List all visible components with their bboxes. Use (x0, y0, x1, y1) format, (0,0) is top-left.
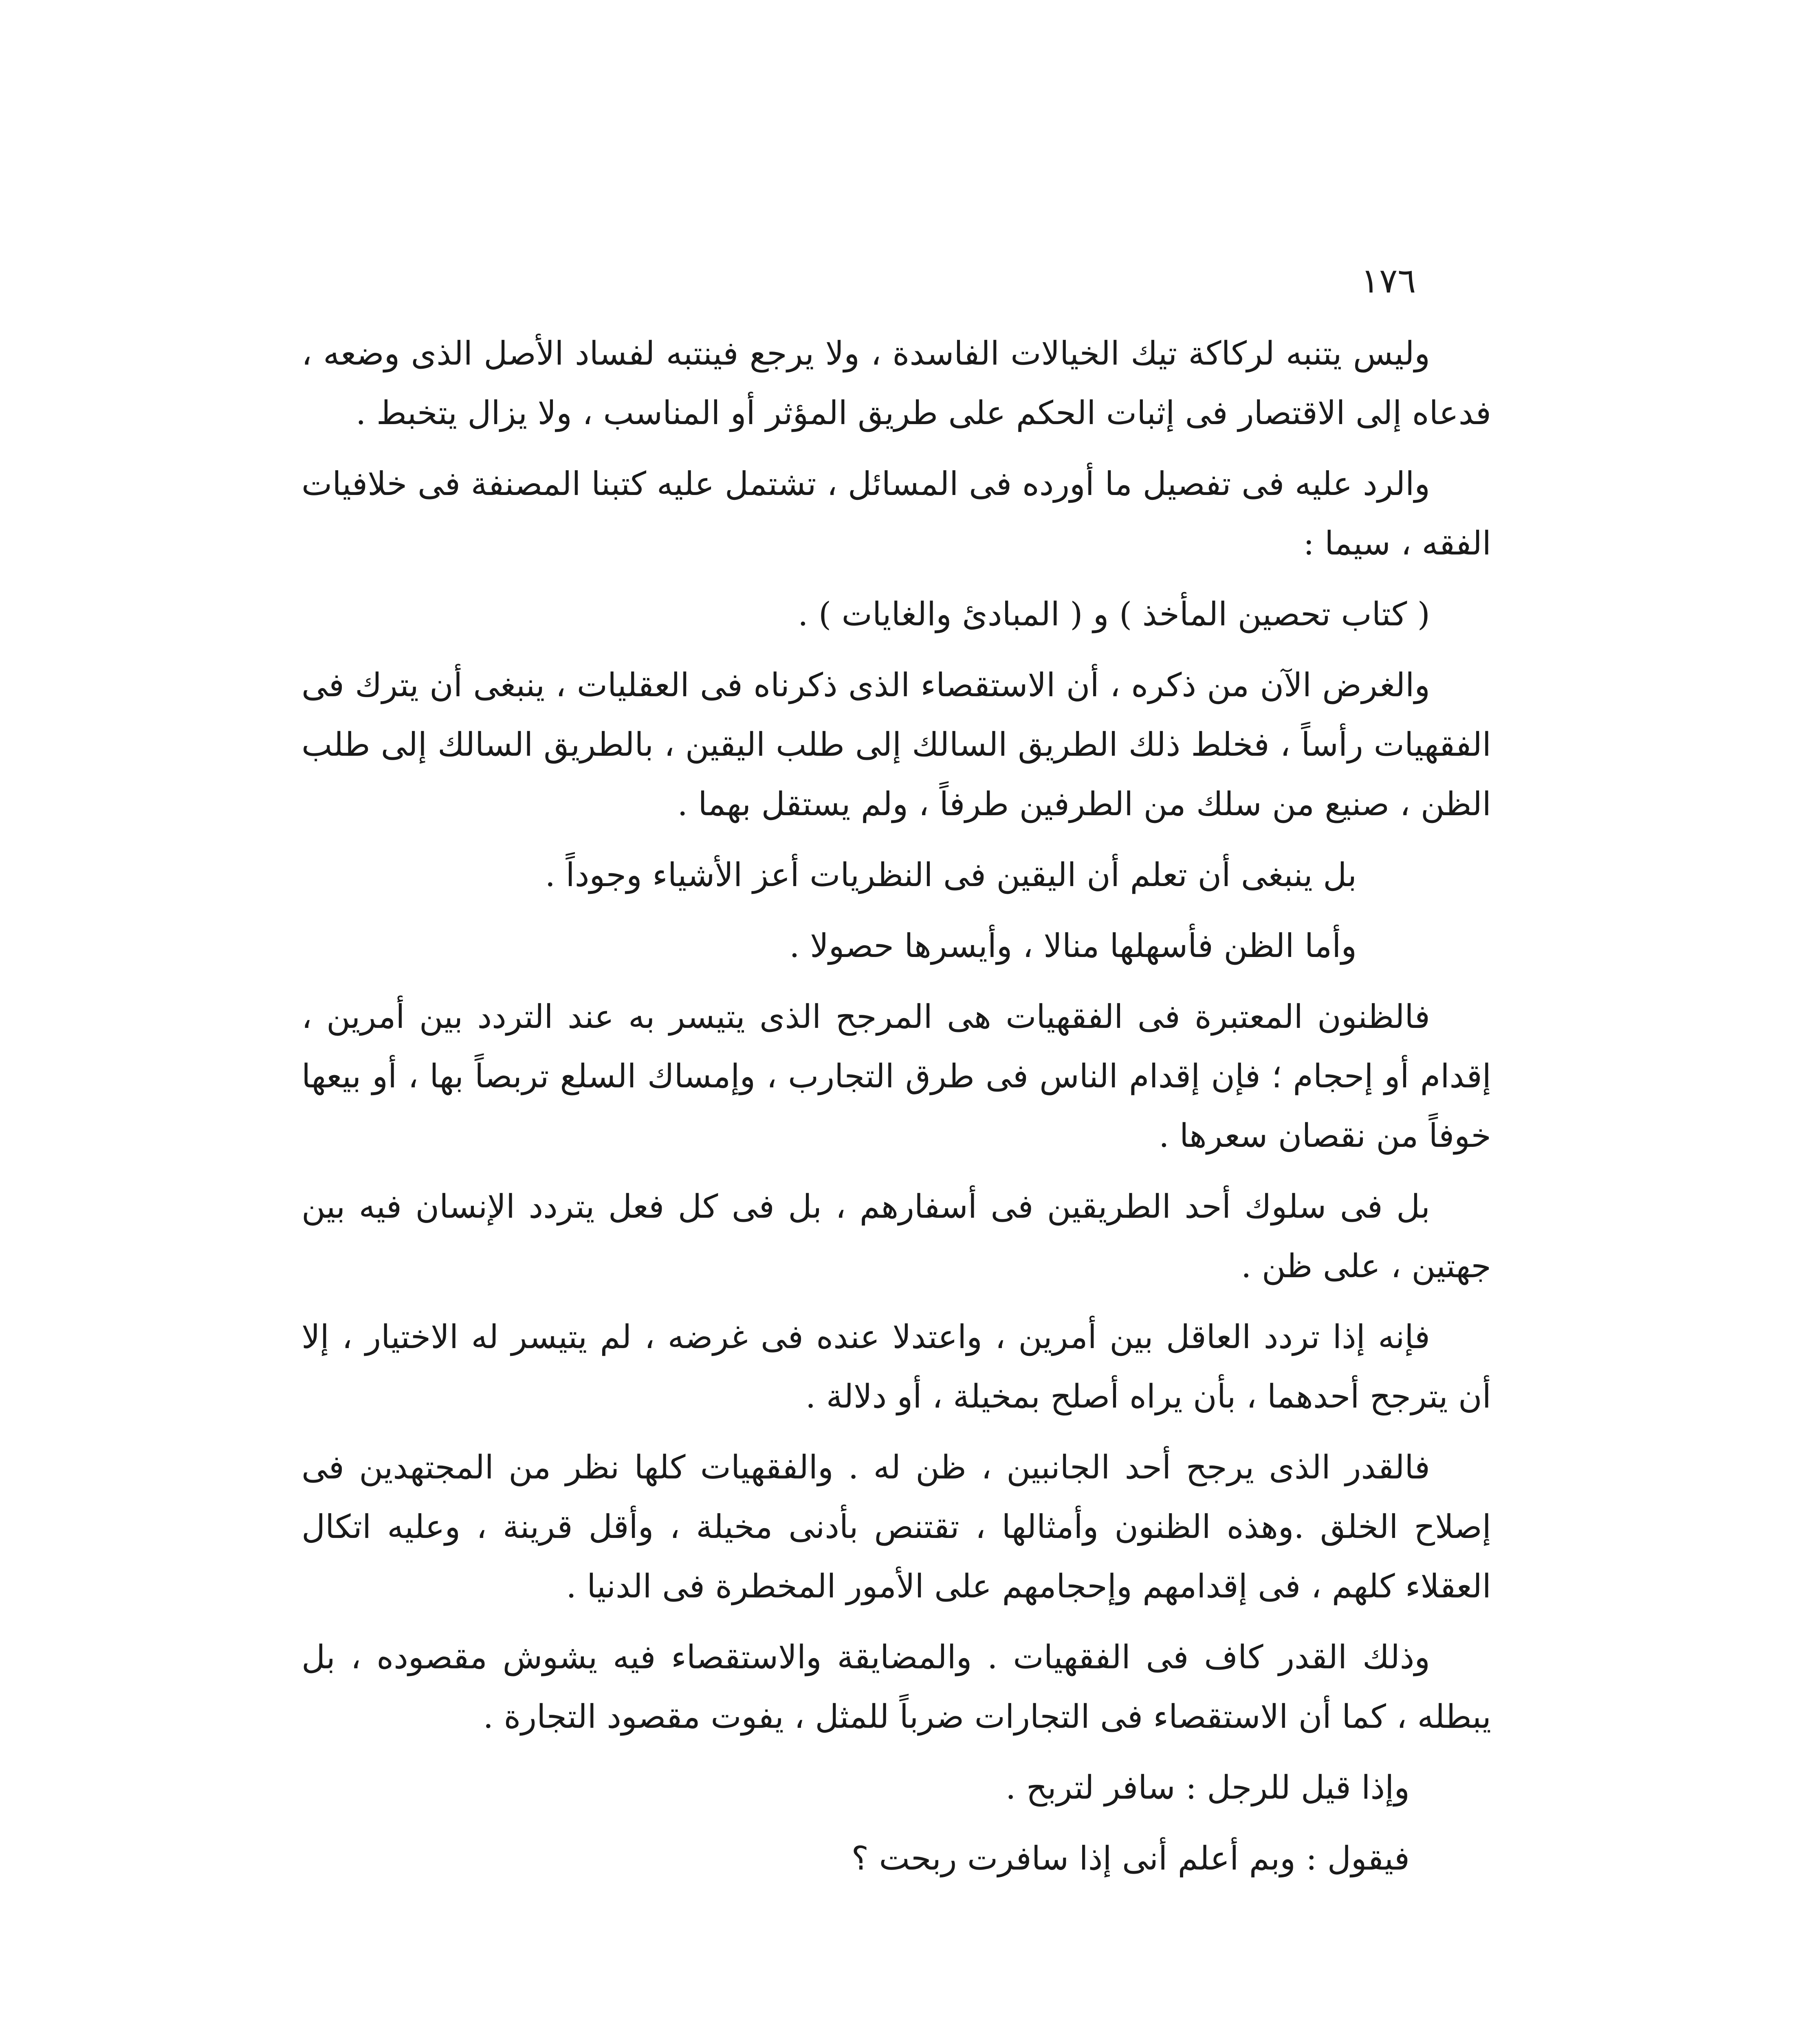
paragraph: وإذا قيل للرجل : سافر لتربح . (1005, 1769, 1410, 1806)
page-number: ١٧٦ (1361, 261, 1416, 301)
paragraph: والغرض الآن من ذكره ، أن الاستقصاء الذى ذكرناه فى العقليات ، ينبغى أن يترك فى الفقهيات رأساً ، فخلط ذلك الطريق السالك إلى طلب اليقين ، بالطريق السالك إلى طلب الظن ، صنيع من سلك من الطرفين طرفاً ، ولم يستقل بهما . (301, 666, 1491, 823)
paragraph: والرد عليه فى تفصيل ما أورده فى المسائل ، تشتمل عليه كتبنا المصنفة فى خلافيات الفقه ، سيما : (301, 465, 1491, 562)
paragraph: فالقدر الذى يرجح أحد الجانبين ، ظن له . والفقهيات كلها نظر من المجتهدين فى إصلاح الخلق .وهذه الظنون وأمثالها ، تقتنص بأدنى مخيلة ، وأقل قرينة ، وعليه اتكال العقلاء كلهم ، فى إقدامهم وإحجامهم على الأمور المخطرة فى الدنيا . (301, 1448, 1491, 1605)
paragraph: فيقول : وبم أعلم أنى إذا سافرت ربحت ؟ (851, 1839, 1410, 1877)
paragraph: بل فى سلوك أحد الطريقين فى أسفارهم ، بل فى كل فعل يتردد الإنسان فيه بين جهتين ، على ظن . (301, 1188, 1491, 1285)
paragraph: وأما الظن فأسهلها منالا ، وأيسرها حصولا . (789, 927, 1357, 965)
paragraph: فالظنون المعتبرة فى الفقهيات هى المرجح الذى يتيسر به عند التردد بين أمرين ، إقدام أو إحجام ؛ فإن إقدام الناس فى طرق التجارب ، وإمساك السلع تربصاً بها ، أو بيعها خوفاً من نقصان سعرها . (301, 998, 1492, 1155)
paragraph: ( كتاب تحصين المأخذ ) و ( المبادئ والغايات ) . (798, 595, 1430, 633)
paragraph: فإنه إذا تردد العاقل بين أمرين ، واعتدلا عنده فى غرضه ، لم يتيسر له الاختيار ، إلا أن يترجح أحدهما ، بأن يراه أصلح بمخيلة ، أو دلالة . (301, 1318, 1491, 1415)
body-text (301, 324, 1491, 1900)
paragraph: وذلك القدر كاف فى الفقهيات . والمضايقة والاستقصاء فيه يشوش مقصوده ، بل يبطله ، كما أن الاستقصاء فى التجارات ضرباً للمثل ، يفوت مقصود التجارة . (301, 1638, 1491, 1736)
paragraph: بل ينبغى أن تعلم أن اليقين فى النظريات أعز الأشياء وجوداً . (545, 856, 1357, 894)
paragraph: وليس يتنبه لركاكة تيك الخيالات الفاسدة ، ولا يرجع فينتبه لفساد الأصل الذى وضعه ، فدعاه إلى الاقتصار فى إثبات الحكم على طريق المؤثر أو المناسب ، ولا يزال يتخبط . (301, 334, 1491, 432)
